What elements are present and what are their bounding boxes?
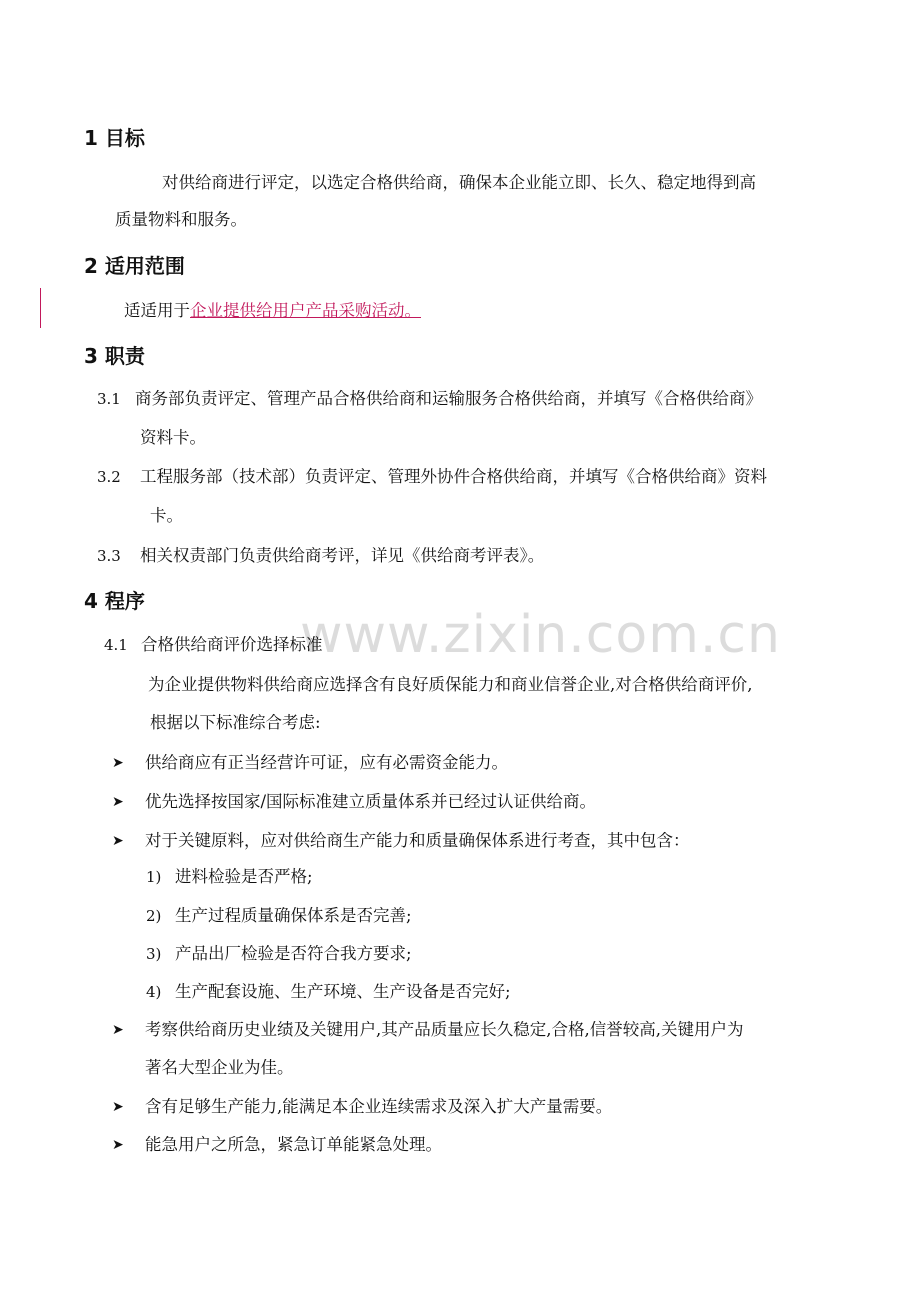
clause-text-continued: 资料卡。 bbox=[140, 428, 206, 447]
subsection-title: 合格供给商评价选择标准 bbox=[141, 635, 323, 654]
sublist-number: 4) bbox=[146, 983, 162, 1001]
section-heading-3: 3 职责 bbox=[84, 344, 145, 368]
section-2-body bbox=[124, 300, 421, 322]
bullet-item-continued: 著名大型企业为佳。 bbox=[145, 1058, 294, 1077]
bullet-item: 含有足够生产能力,能满足本企业连续需求及深入扩大产量需要。 bbox=[145, 1097, 613, 1116]
clause-text-continued: 卡。 bbox=[150, 506, 183, 525]
clause-text: 工程服务部（技术部）负责评定、管理外协件合格供给商，并填写《合格供给商》资料 bbox=[140, 467, 767, 486]
watermark: www.zixin.com.cn bbox=[300, 605, 781, 665]
bullet-item: 供给商应有正当经营许可证，应有必需资金能力。 bbox=[145, 753, 508, 772]
arrowhead-bullet-icon: ➤ bbox=[112, 755, 124, 771]
bullet-item: 能急用户之所急，紧急订单能紧急处理。 bbox=[145, 1135, 442, 1154]
subsection-number: 4.1 bbox=[104, 636, 128, 654]
section-heading-1: 1 目标 bbox=[84, 126, 145, 150]
arrowhead-bullet-icon: ➤ bbox=[112, 1022, 124, 1038]
intro-line-2: 根据以下标准综合考虑: bbox=[150, 713, 321, 732]
sublist-item: 生产过程质量确保体系是否完善; bbox=[175, 906, 412, 925]
section-heading-4: 4 程序 bbox=[84, 589, 145, 613]
revision-bar bbox=[40, 288, 41, 328]
arrowhead-bullet-icon: ➤ bbox=[112, 1099, 124, 1115]
intro-line-1: 为企业提供物料供给商应选择含有良好质保能力和商业信誉企业,对合格供给商评价, bbox=[148, 675, 753, 694]
section-1-body-line-2: 质量物料和服务。 bbox=[115, 210, 247, 229]
clause-number: 3.3 bbox=[97, 547, 121, 565]
arrowhead-bullet-icon: ➤ bbox=[112, 1137, 124, 1153]
sublist-item: 产品出厂检验是否符合我方要求; bbox=[175, 944, 412, 963]
section-2-body-prefix: 适适用于 bbox=[124, 301, 190, 320]
arrowhead-bullet-icon: ➤ bbox=[112, 833, 124, 849]
section-2-body-link[interactable]: 企业提供给用户产品采购活动。 bbox=[190, 301, 421, 320]
sublist-item: 进料检验是否严格; bbox=[175, 867, 313, 886]
sublist-number: 2) bbox=[146, 907, 162, 925]
section-heading-2: 2 适用范围 bbox=[84, 254, 185, 278]
clause-text: 商务部负责评定、管理产品合格供给商和运输服务合格供给商，并填写《合格供给商》 bbox=[135, 389, 762, 408]
clause-text: 相关权责部门负责供给商考评，详见《供给商考评表》。 bbox=[140, 546, 545, 565]
sublist-item: 生产配套设施、生产环境、生产设备是否完好; bbox=[175, 982, 511, 1001]
clause-number: 3.1 bbox=[97, 390, 121, 408]
arrowhead-bullet-icon: ➤ bbox=[112, 794, 124, 810]
sublist-number: 3) bbox=[146, 945, 162, 963]
bullet-item: 优先选择按国家/国际标准建立质量体系并已经过认证供给商。 bbox=[145, 792, 597, 811]
bullet-item: 对于关键原料，应对供给商生产能力和质量确保体系进行考查，其中包含： bbox=[145, 831, 690, 850]
bullet-item: 考察供给商历史业绩及关键用户,其产品质量应长久稳定,合格,信誉较高,关键用户为 bbox=[145, 1020, 744, 1039]
clause-number: 3.2 bbox=[97, 468, 121, 486]
section-1-body-line-1: 对供给商进行评定，以选定合格供给商，确保本企业能立即、长久、稳定地得到高 bbox=[162, 173, 756, 192]
sublist-number: 1) bbox=[146, 868, 162, 886]
